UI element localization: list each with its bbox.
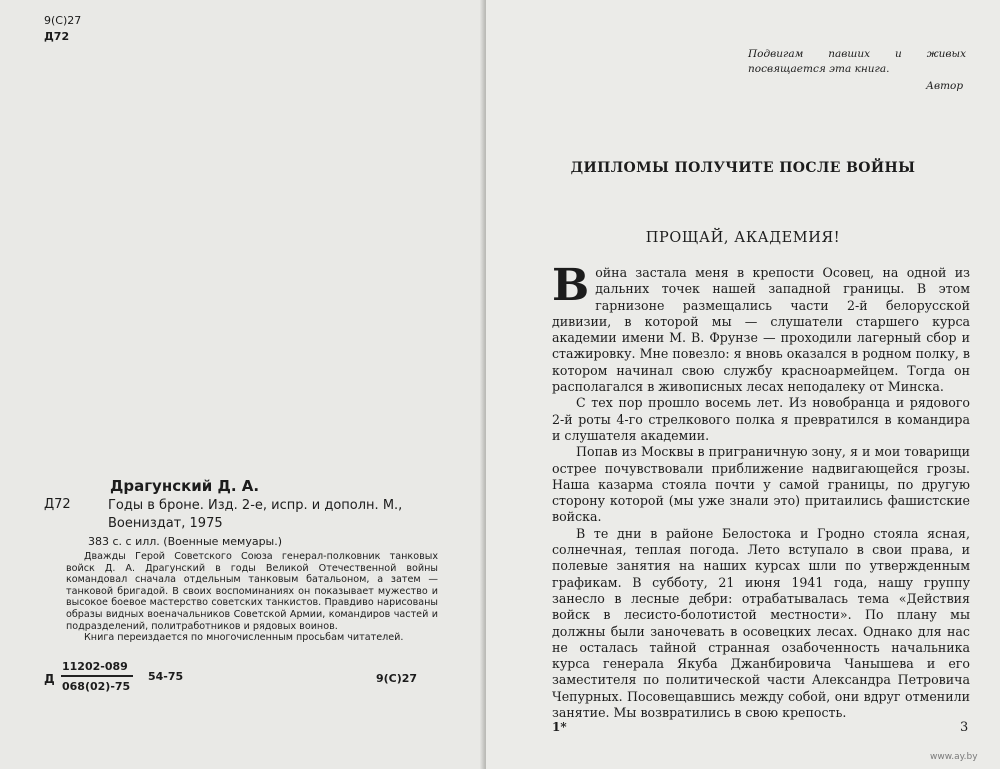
chapter-title: ПРОЩАЙ, АКАДЕМИЯ! [645, 230, 841, 246]
bibliographic-title: Годы в броне. Изд. 2-е, испр. и дополн. М., Воениздат, 1975 [108, 498, 403, 531]
drop-cap: В [552, 260, 590, 311]
body-text [552, 260, 970, 721]
body-paragraph-text: ойна застала меня в крепости Осовец, на одной из дальних точек нашей западной границы. В этом гарнизоне размещались части 2-й белорусской дивизии, в которой мы — слушатели старшего курса академии имени М. В. Фрунзе — проходили лагерный сбор и стажировку. Мне повезло: я вновь оказался в родном полку, в котором начинал свою службу красноармейцем. Тогда он располагался в живописных лесах неподалеку от Минска. [552, 265, 970, 395]
catalog-code-denominator: 068(02)-75 [62, 680, 131, 693]
catalog-code-letter: Д [44, 672, 55, 686]
annotation-paragraph: Дважды Герой Советского Союза генерал-полковник танковых войск Д. А. Драгунский в годы Великой Отечественной войны командовал сначала отдельным танковым батальоном, а затем — танковой бригадой. В своих воспоминаниях он показывает мужество и высокое боевое мастерство советских танкистов. Правдиво нарисованы образы видных военачальников Советской Армии, командиров частей и подразделений, политработников и рядовых воинов. [66, 551, 438, 632]
section-title: ДИПЛОМЫ ПОЛУЧИТЕ ПОСЛЕ ВОЙНЫ [570, 160, 916, 176]
body-paragraph: Попав из Москвы в приграничную зону, я и мои товарищи острее почувствовали приближение надвигающейся грозы. Наша казарма стояла почти у самой границы, по другую сторону которой (мы уже знали это) притаились фашистские войска. [552, 444, 970, 525]
bibliographic-index: Д72 [44, 497, 71, 512]
library-index-top: Д72 [44, 30, 70, 43]
catalog-code-fraction-line [61, 675, 133, 677]
catalog-code-year: 54-75 [148, 670, 184, 683]
catalog-code-numerator: 11202-089 [62, 660, 128, 673]
book-annotation [66, 551, 438, 644]
bibliographic-pages: 383 с. с илл. (Военные мемуары.) [88, 535, 283, 548]
body-paragraph [552, 260, 970, 395]
body-paragraph: В те дни в районе Белостока и Гродно стояла ясная, солнечная, теплая погода. Лето вступало в свои права, и полевые занятия на наших курсах шли по утвержденным графикам. В субботу, 21 июня 1941 года, нашу группу занесло в лесные дебри: отрабатывалась тема «Действия войск в лесисто-болотистой местности». По плану мы должны были заночевать в осовецких лесах. Однако для нас не осталась тайной странная озабоченность начальника курса генерала Якуба Джанбировича Чанышева и его заместителя по политической части Александра Петровича Чепурных. Посовещавшись между собой, они вдруг отменили занятие. Мы возвратились в свою крепость. [552, 525, 970, 721]
body-paragraph: С тех пор прошло восемь лет. Из новобранца и рядового 2-й роты 4-го стрелкового полка я превратился в командира и слушателя академии. [552, 395, 970, 443]
right-page [486, 0, 1000, 769]
left-page [0, 0, 486, 769]
page-number: 3 [960, 720, 969, 735]
library-code-top: 9(С)27 [44, 14, 82, 27]
author-name: Драгунский Д. А. [110, 477, 260, 495]
epigraph: Подвигам павших и живых посвящается эта книга. [748, 48, 966, 75]
watermark: www.ay.by [930, 752, 978, 762]
epigraph-author: Автор [926, 80, 964, 92]
annotation-paragraph: Книга переиздается по многочисленным просьбам читателей. [84, 632, 404, 644]
signature-mark: 1* [552, 720, 567, 734]
library-code-bottom: 9(С)27 [376, 672, 418, 685]
